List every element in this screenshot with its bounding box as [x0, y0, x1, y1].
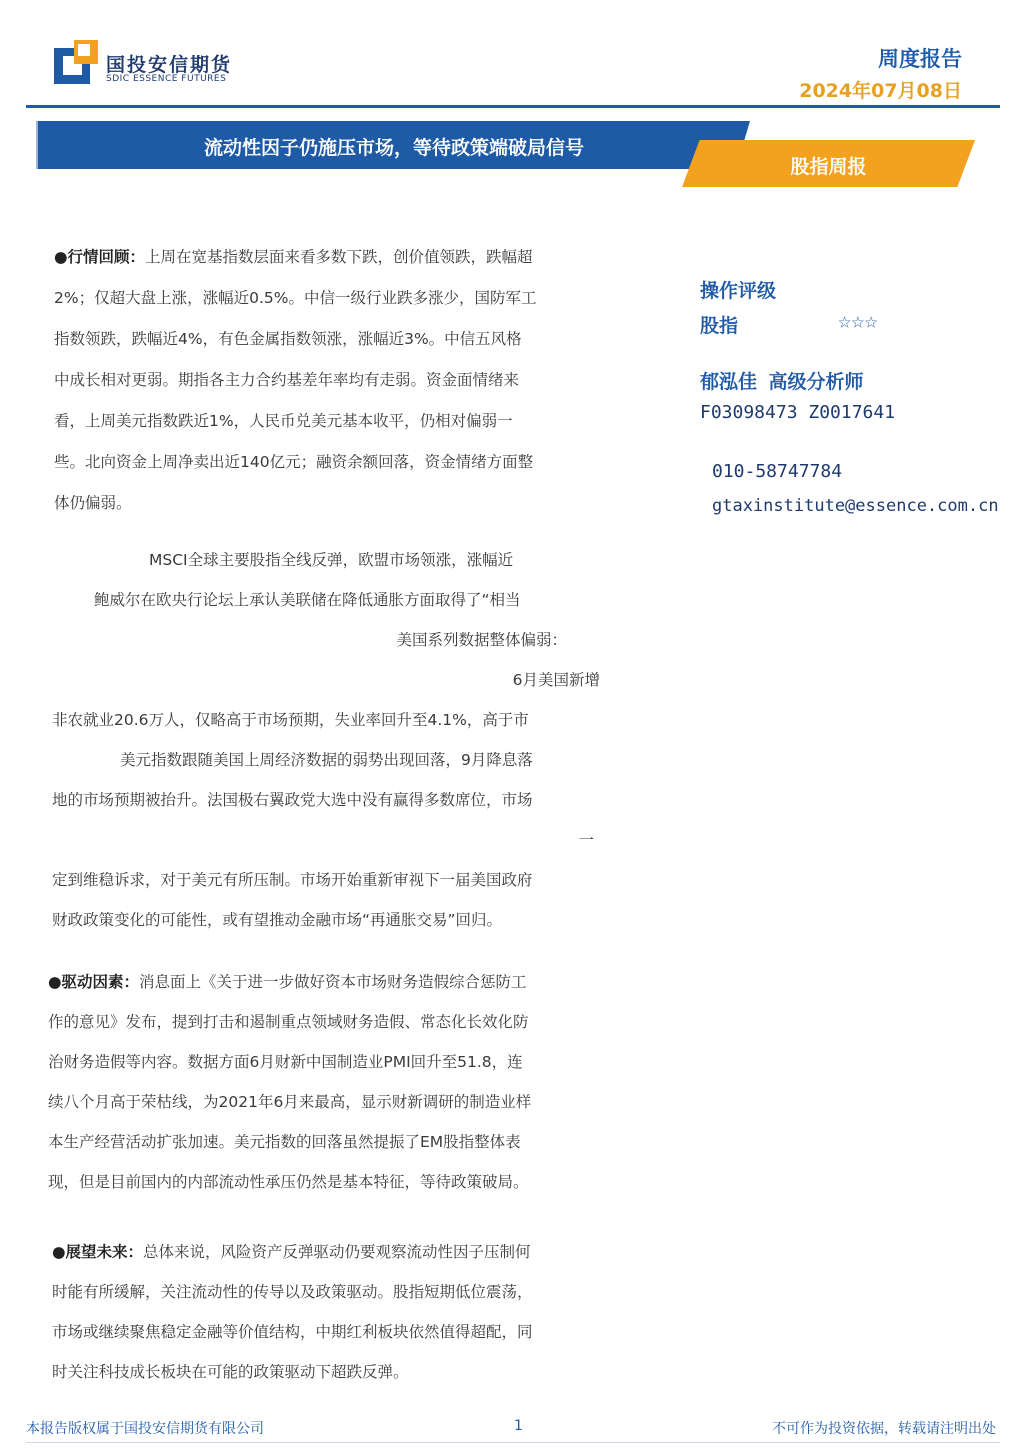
footer-copyright: 本报告版权属于国投安信期货有限公司 [26, 1421, 264, 1437]
outlook-line: 时关注科技成长板块在可能的政策驱动下超跌反弹。 [52, 1363, 409, 1381]
footer-disclaimer: 不可作为投资依据，转载请注明出处 [772, 1421, 996, 1437]
overseas-line: MSCI全球主要股指全线反弹，欧盟市场领涨，涨幅近 [149, 551, 514, 569]
review-line: 中成长相对更弱。期指各主力合约基差年率均有走弱。资金面情绪来 [54, 371, 520, 389]
header-divider [26, 105, 1000, 108]
outlook-lead: ●展望未来： [52, 1243, 144, 1261]
review-line: 2%；仅超大盘上涨，涨幅近0.5%。中信一级行业跌多涨少，国防军工 [54, 289, 537, 307]
company-name-en: SDIC ESSENCE FUTURES [106, 74, 227, 84]
overseas-line: 财政政策变化的可能性，或有望推动金融市场“再通胀交易”回归。 [52, 911, 503, 929]
category-tag-label: 股指周报 [790, 156, 867, 178]
drivers-line: 现，但是目前国内的内部流动性承压仍然是基本特征，等待政策破局。 [48, 1173, 529, 1191]
analyst-cert-numbers: F03098473 Z0017641 [700, 402, 896, 423]
overseas-line: 定到维稳诉求，对于美元有所压制。市场开始重新审视下一届美国政府 [52, 871, 533, 889]
overseas-line: 鲍威尔在欧央行论坛上承认美联储在降低通胀方面取得了“相当 [94, 591, 521, 609]
rating-title: 操作评级 [700, 280, 777, 302]
drivers-text: 消息面上《关于进一步做好资本市场财务造假综合惩防工 [139, 973, 527, 991]
review-line: 体仍偏弱。 [54, 494, 132, 512]
drivers-section [48, 962, 596, 1202]
drivers-line: 治财务造假等内容。数据方面6月财新中国制造业PMI回升至51.8，连 [48, 1053, 523, 1071]
outlook-line-1 [52, 1232, 600, 1272]
contact-email[interactable]: gtaxinstitute@essence.com.cn [712, 496, 999, 516]
overseas-line: 6月美国新增 [512, 671, 600, 689]
drivers-line-1 [48, 962, 596, 1002]
review-line-1 [54, 237, 599, 278]
drivers-lead: ●驱动因素： [48, 973, 140, 991]
outlook-section [52, 1232, 600, 1392]
drivers-line: 本生产经营活动扩张加速。美元指数的回落虽然提振了EM股指整体表 [48, 1133, 521, 1151]
outlook-text: 总体来说，风险资产反弹驱动仍要观察流动性因子压制何 [143, 1243, 531, 1261]
page-number: 1 [514, 1418, 523, 1434]
rating-stars-icon: ☆☆☆ [838, 309, 878, 334]
review-line: 些。北向资金上周净卖出近140亿元；融资余额回落，资金情绪方面整 [54, 453, 534, 471]
drivers-line: 续八个月高于荣枯线，为2021年6月来最高，显示财新调研的制造业样 [48, 1093, 532, 1111]
footer-divider [26, 1442, 1000, 1443]
drivers-line: 作的意见》发布，提到打击和遏制重点领域财务造假、常态化长效化防 [48, 1013, 529, 1031]
overseas-line: 地的市场预期被抬升。法国极右翼政党大选中没有赢得多数席位，市场 [52, 791, 533, 809]
overseas-line: 美元指数跟随美国上周经济数据的弱势出现回落，9月降息落 [120, 751, 533, 769]
rating-label: 股指 [700, 315, 739, 337]
overseas-line: 美国系列数据整体偏弱： [396, 631, 567, 649]
review-line: 指数领跌，跌幅近4%，有色金属指数领涨，涨幅近3%。中信五风格 [54, 330, 522, 348]
report-title: 流动性因子仍施压市场，等待政策端破局信号 [203, 137, 584, 159]
overseas-line: 非农就业20.6万人，仅略高于市场预期，失业率回升至4.1%，高于市 [52, 711, 529, 729]
company-name: 国投安信期货 [106, 54, 233, 76]
review-text: 上周在宽基指数层面来看多数下跌，创价值领跌，跌幅超 [145, 248, 533, 266]
review-line: 看，上周美元指数跌近1%，人民币兑美元基本收平，仍相对偏弱一 [54, 412, 513, 430]
outlook-line: 市场或继续聚焦稳定金融等价值结构，中期红利板块依然值得超配，同 [52, 1323, 533, 1341]
company-logo [54, 40, 98, 84]
outlook-line: 时能有所缓解，关注流动性的传导以及政策驱动。股指短期低位震荡， [52, 1283, 533, 1301]
market-review-section [54, 237, 599, 524]
report-type: 周度报告 [878, 47, 962, 71]
logo-orange-inset [78, 44, 90, 56]
overseas-line: 一 [578, 831, 594, 849]
overseas-section [52, 540, 600, 940]
report-date: 2024年07月08日 [799, 80, 962, 102]
contact-phone: 010-58747784 [712, 461, 843, 482]
analyst-name: 郁泓佳 高级分析师 [700, 371, 864, 393]
review-lead: ●行情回顾： [54, 248, 146, 266]
